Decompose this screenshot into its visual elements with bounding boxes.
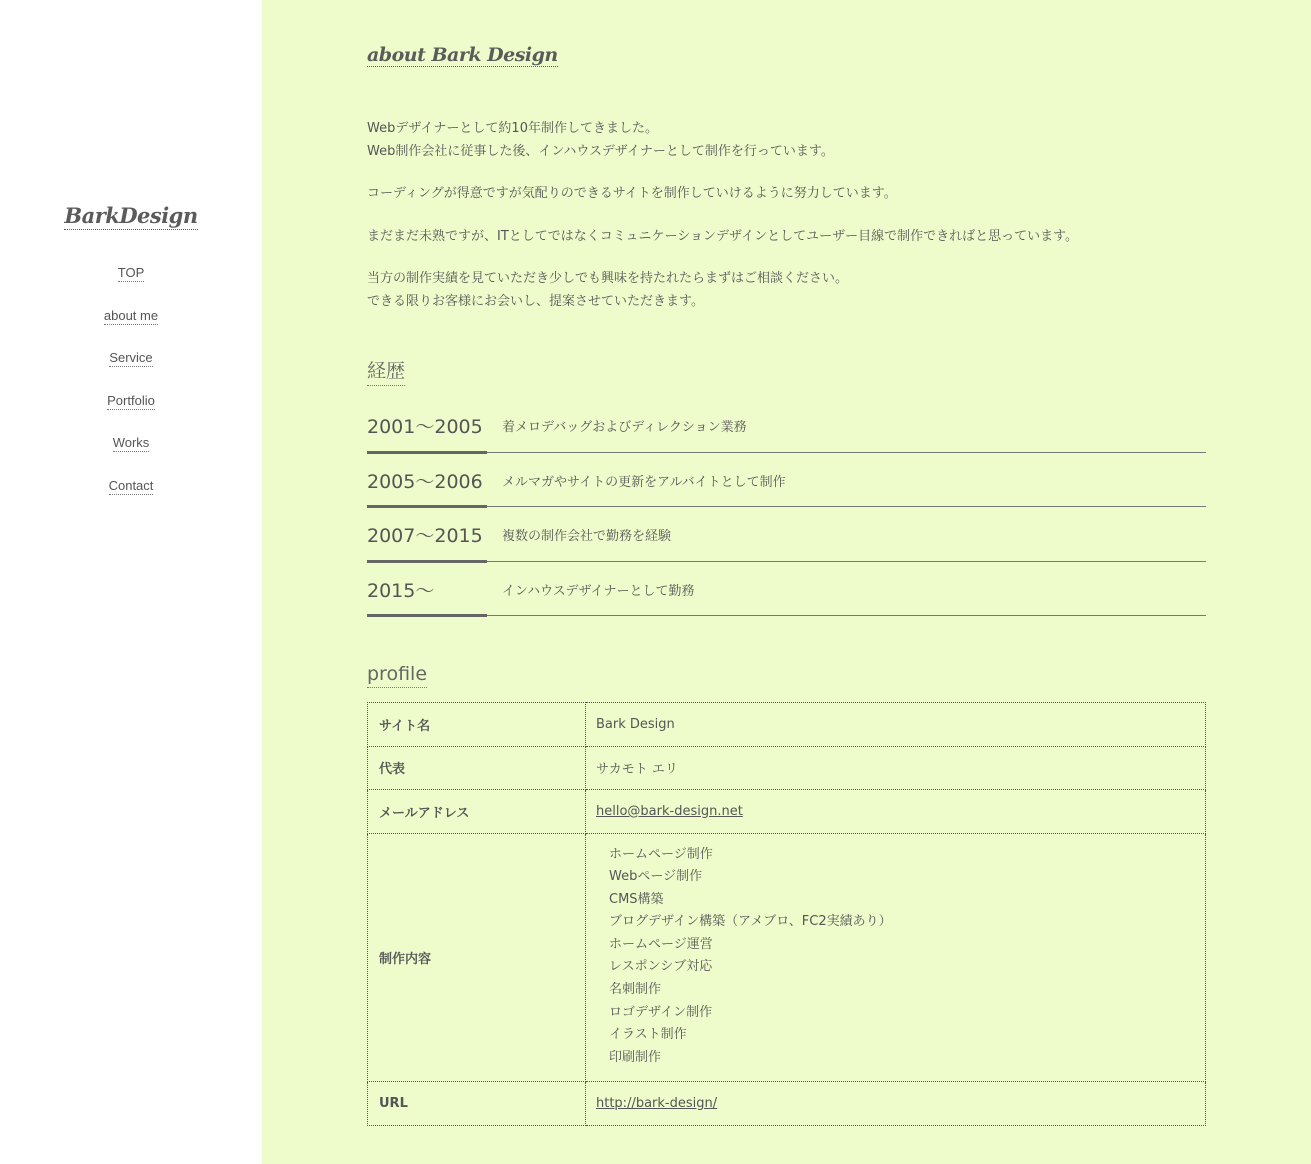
profile-value: Bark Design: [586, 703, 1206, 747]
list-item: ホームページ運営: [609, 936, 713, 952]
profile-value: [586, 790, 1206, 834]
sidebar: [0, 0, 262, 1164]
nav-link-top[interactable]: TOP: [117, 265, 145, 280]
intro-paragraph: [367, 268, 1206, 313]
intro-paragraph: [367, 118, 1206, 163]
nav-item-works: [0, 432, 262, 475]
intro-paragraph: [367, 183, 1206, 206]
history-desc: 着メロデバッグおよびディレクション業務: [502, 420, 747, 435]
nav-item-contact: [0, 475, 262, 518]
table-row: [368, 703, 1206, 747]
nav-item-service: [0, 347, 262, 390]
intro-text: [367, 118, 1206, 334]
url-link[interactable]: http://bark-design/: [596, 1096, 718, 1112]
history-list: [367, 398, 1206, 616]
list-item: ホームページ制作: [609, 846, 713, 862]
history-row: [367, 453, 1206, 508]
intro-line: Webデザイナーとして約10年制作してきました。: [367, 121, 658, 136]
table-row: [368, 746, 1206, 790]
main-content: [262, 0, 1311, 1164]
intro-line: できる限りお客様にお会いし、提案させていただきます。: [367, 293, 704, 309]
intro-line: コーディングが得意ですが気配りのできるサイトを制作していけるように努力しています。: [367, 186, 897, 202]
history-desc: メルマガやサイトの更新をアルバイトとして制作: [502, 474, 786, 490]
nav-item-about: [0, 305, 262, 348]
list-item: イラスト制作: [609, 1027, 687, 1043]
page-title: about Bark Design: [367, 44, 558, 66]
profile-value: サカモト エリ: [586, 746, 1206, 790]
nav-link-contact[interactable]: Contact: [108, 477, 154, 493]
history-year: 2005〜2006: [367, 455, 487, 509]
site-logo[interactable]: [0, 203, 262, 228]
history-row: [367, 562, 1206, 617]
email-link[interactable]: hello@bark-design.net: [596, 803, 743, 819]
nav-link-works[interactable]: Works: [112, 435, 150, 451]
profile-label: 制作内容: [368, 833, 586, 1082]
table-row: [368, 833, 1206, 1082]
list-item: ブログデザイン構築（アメブロ、FC2実績あり）: [609, 914, 892, 930]
intro-line: まだまだ未熟ですが、ITとしてではなくコミュニケーションデザインとしてユーザー目線で制作できればと思っています。: [367, 228, 1079, 244]
profile-label: URL: [368, 1082, 586, 1126]
history-desc: 複数の制作会社で勤務を経験: [502, 529, 672, 544]
nav-item-top: [0, 262, 262, 305]
history-heading: 経歴: [367, 356, 405, 386]
profile-heading: profile: [367, 663, 427, 688]
nav-link-portfolio[interactable]: Portfolio: [107, 392, 155, 408]
profile-label: 代表: [368, 746, 586, 790]
main-nav: [0, 262, 262, 518]
history-year: 2015〜: [367, 564, 487, 618]
intro-line: 当方の制作実績を見ていただき少しでも興味を持たれたらまずはご相談ください。: [367, 271, 849, 287]
history-desc: インハウスデザイナーとして勤務: [502, 583, 695, 599]
profile-table: [367, 702, 1206, 1126]
table-row: [368, 790, 1206, 834]
intro-line: Web制作会社に従事した後、インハウスデザイナーとして制作を行っています。: [367, 143, 834, 159]
profile-value: [586, 1082, 1206, 1126]
list-item: Webページ制作: [609, 869, 703, 885]
history-year: 2001〜2005: [367, 400, 487, 454]
nav-link-service[interactable]: Service: [109, 350, 153, 366]
list-item: 印刷制作: [609, 1049, 662, 1065]
nav-item-portfolio: [0, 390, 262, 433]
services-list: [596, 834, 1205, 1082]
history-row: [367, 398, 1206, 453]
logo-text[interactable]: BarkDesign: [64, 203, 198, 228]
nav-link-about[interactable]: about me: [103, 307, 159, 323]
history-year: 2007〜2015: [367, 509, 487, 563]
profile-label: サイト名: [368, 703, 586, 747]
profile-label: メールアドレス: [368, 790, 586, 834]
table-row: [368, 1082, 1206, 1126]
intro-paragraph: [367, 226, 1206, 249]
history-row: [367, 507, 1206, 562]
list-item: CMS構築: [609, 891, 664, 907]
profile-value: [586, 833, 1206, 1082]
list-item: レスポンシブ対応: [609, 959, 713, 975]
list-item: 名刺制作: [609, 982, 662, 998]
list-item: ロゴデザイン制作: [609, 1004, 713, 1020]
